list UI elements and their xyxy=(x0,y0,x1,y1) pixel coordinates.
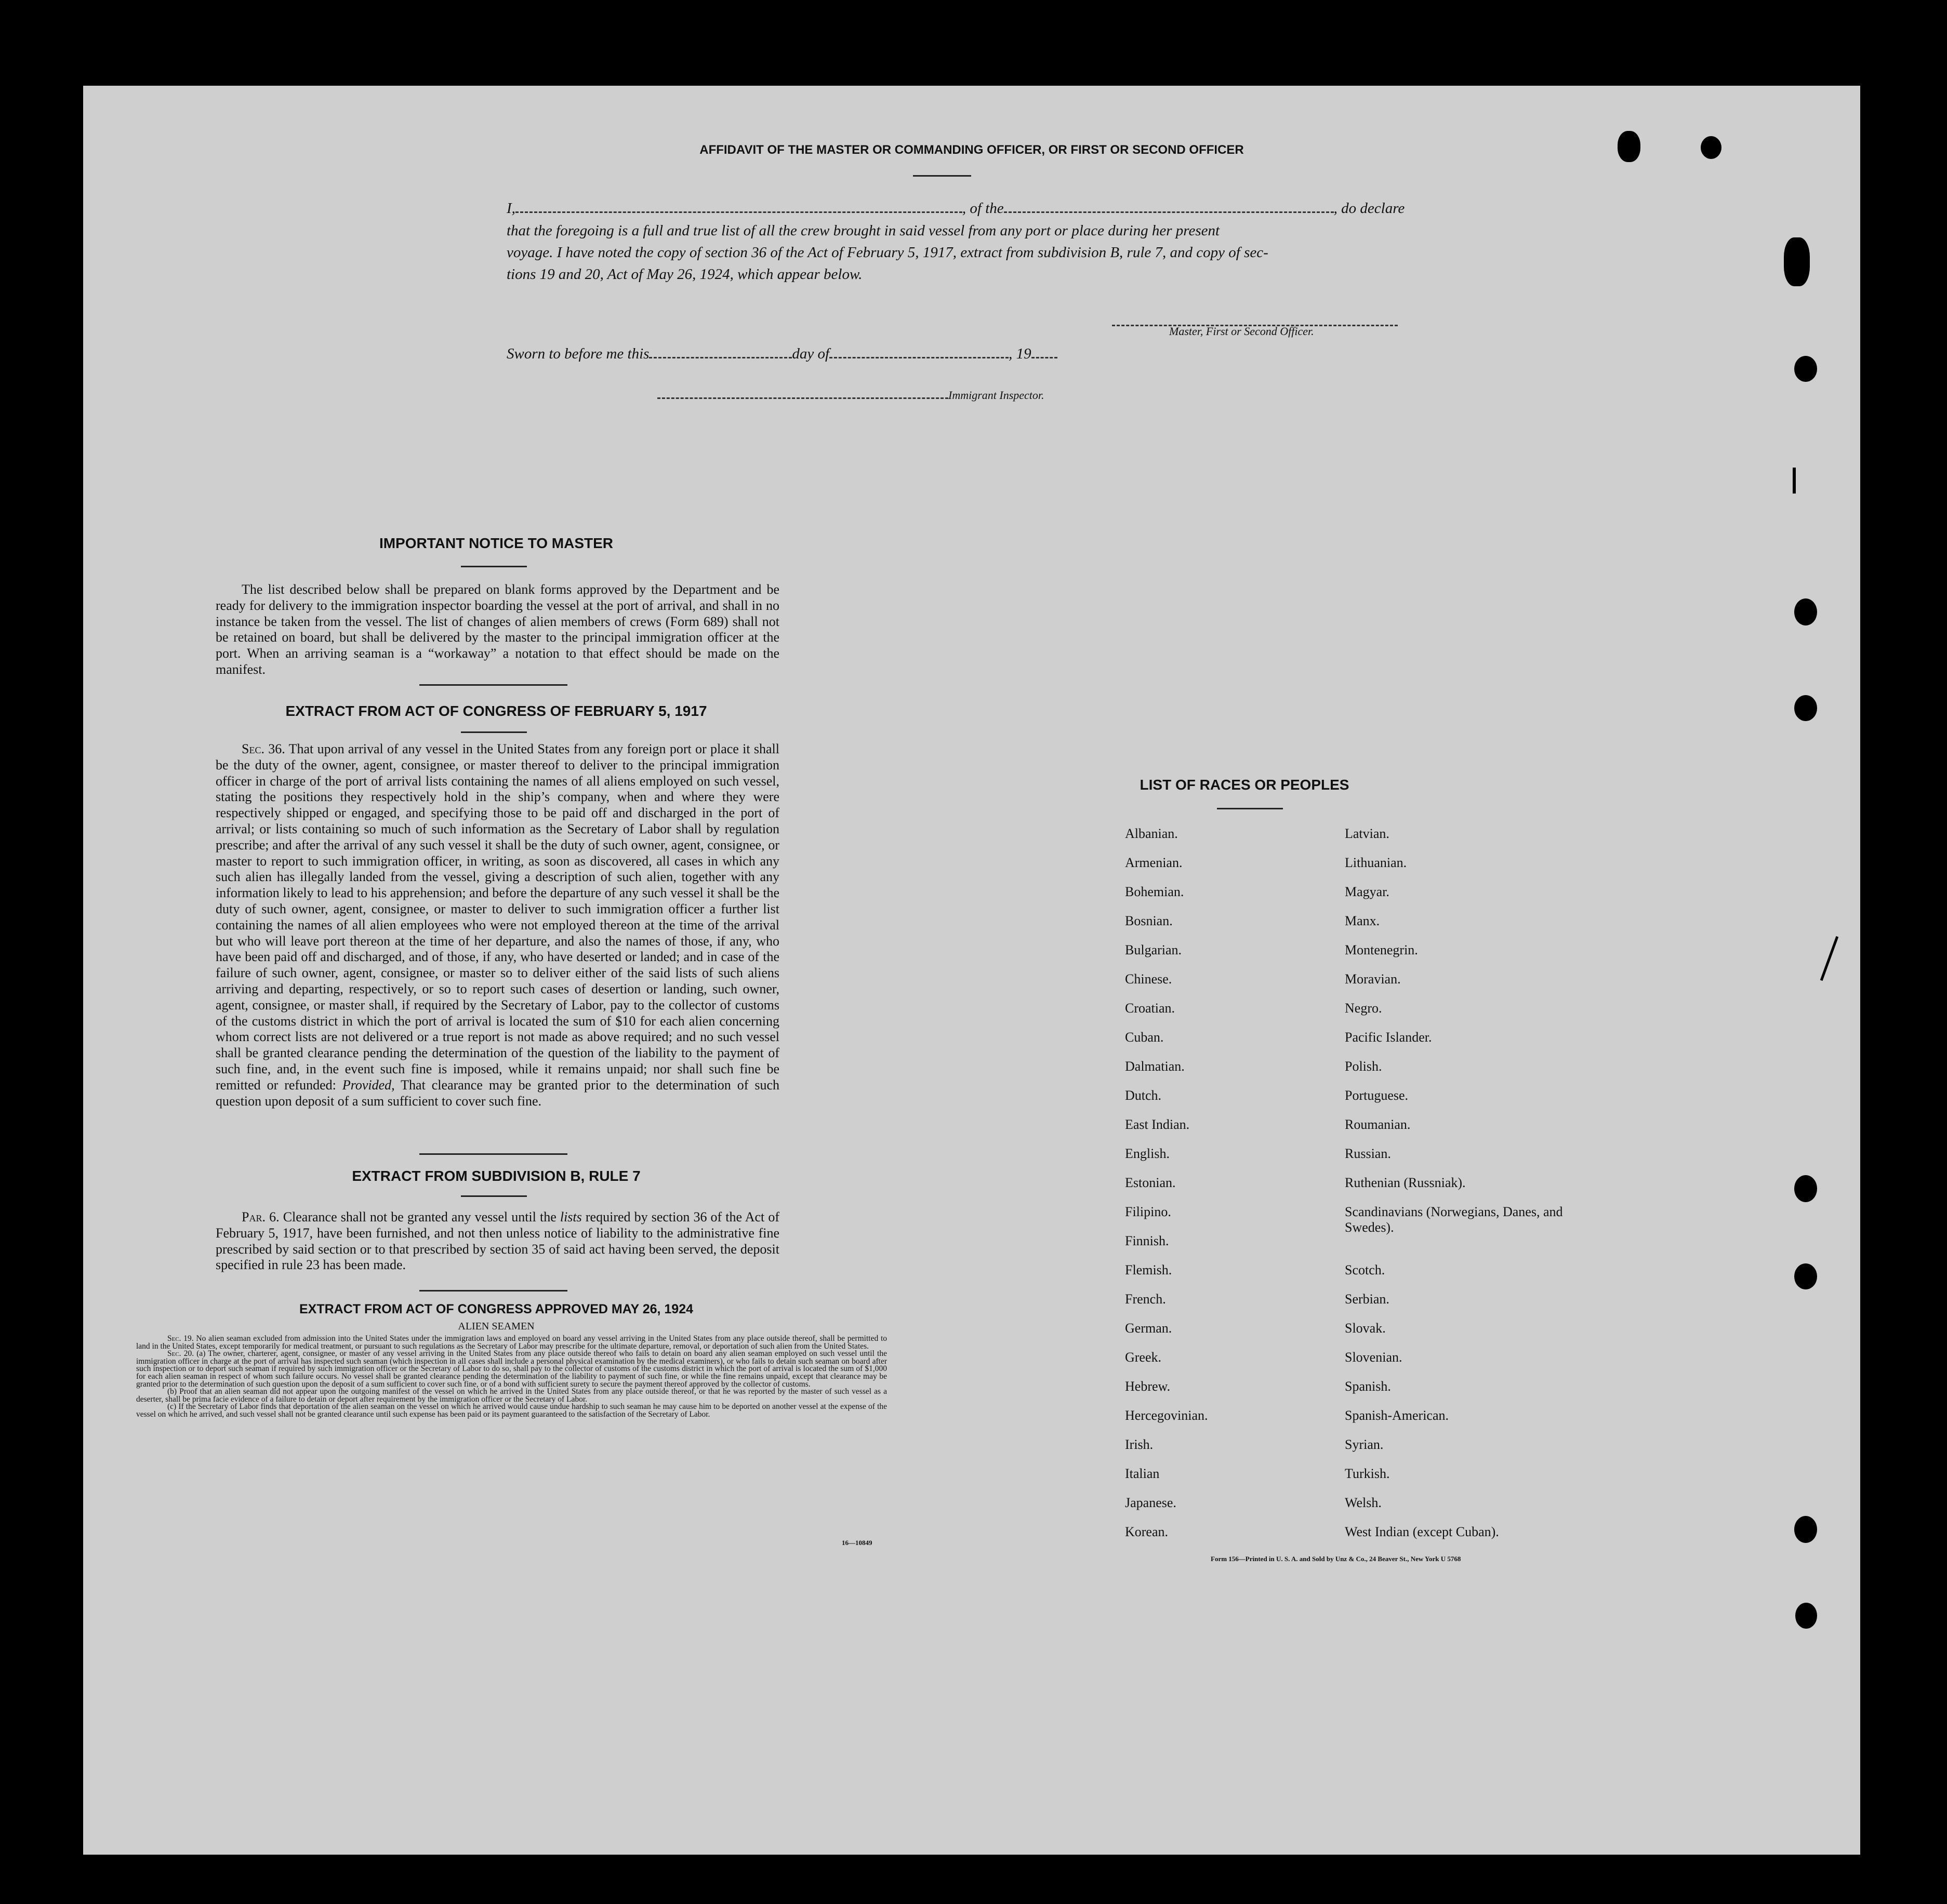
race-item: Slovak. xyxy=(1345,1321,1386,1336)
race-item: Estonian. xyxy=(1125,1175,1176,1190)
punch-hole xyxy=(1794,356,1817,382)
race-item: French. xyxy=(1125,1291,1166,1307)
race-item: Scandinavians (Norwegians, Danes, and Swedes). xyxy=(1345,1204,1563,1235)
punch-hole xyxy=(1794,1175,1817,1202)
inspector-signature-label: Immigrant Inspector. xyxy=(948,389,1044,402)
race-item: Russian. xyxy=(1345,1146,1391,1161)
race-item: Bulgarian. xyxy=(1125,942,1182,957)
punch-hole xyxy=(1795,1603,1817,1629)
race-item: Negro. xyxy=(1345,1001,1382,1016)
race-item: Scotch. xyxy=(1345,1262,1385,1277)
races-rule xyxy=(1217,808,1283,809)
race-item: Dutch. xyxy=(1125,1088,1162,1103)
race-item: Polish. xyxy=(1345,1059,1382,1074)
race-item: Hebrew. xyxy=(1125,1379,1171,1394)
race-item: Irish. xyxy=(1125,1437,1154,1452)
section-36-label: Sec. 36. xyxy=(242,741,285,756)
punch-hole xyxy=(1794,1516,1817,1543)
act-1924-text xyxy=(136,1335,887,1419)
race-item: Bosnian. xyxy=(1125,913,1173,928)
race-item: Greek. xyxy=(1125,1350,1162,1365)
race-item: Albanian. xyxy=(1125,826,1178,841)
race-item: Pacific Islander. xyxy=(1345,1030,1432,1045)
punch-hole xyxy=(1701,136,1721,159)
name-blank[interactable] xyxy=(515,207,962,213)
paragraph-6-text xyxy=(216,1209,779,1273)
race-item: Latvian. xyxy=(1345,826,1389,841)
notice-rule xyxy=(461,566,527,567)
form-sheet xyxy=(83,86,1860,1855)
section-19-label: Sec. 19. xyxy=(167,1334,194,1343)
race-item: Croatian. xyxy=(1125,1001,1175,1016)
paragraph-6-body-b: required by section 36 of the Act of February 5, 1917, have been furnished, and not then unless notice of liability to the administrative fine prescribed by said section or to that prescribed by section 35 of said act having been served, the deposit specified in rule 23 has been made. xyxy=(216,1209,780,1273)
act-1917-rule xyxy=(461,731,527,733)
master-signature-label: Master, First or Second Officer. xyxy=(1169,325,1314,338)
races-title: LIST OF RACES OR PEOPLES xyxy=(1140,777,1349,793)
race-item: Welsh. xyxy=(1345,1495,1382,1510)
vessel-blank[interactable] xyxy=(1004,207,1334,213)
race-item: Montenegrin. xyxy=(1345,942,1418,957)
act-1924-title: EXTRACT FROM ACT OF CONGRESS APPROVED MAY 26, 1924 xyxy=(299,1302,694,1316)
race-item: Japanese. xyxy=(1125,1495,1176,1510)
notice-end-rule xyxy=(419,684,567,686)
sworn-year-blank[interactable] xyxy=(1031,353,1057,358)
punch-hole xyxy=(1794,695,1817,721)
margin-mark xyxy=(1865,52,1870,88)
race-item: Slovenian. xyxy=(1345,1350,1402,1365)
race-item: East Indian. xyxy=(1125,1117,1190,1132)
affidavit-i: I, xyxy=(507,200,515,217)
affidavit-line-4: tions 19 and 20, Act of May 26, 1924, which appear below. xyxy=(507,266,863,283)
race-item: Ruthenian (Russniak). xyxy=(1345,1175,1466,1190)
race-item: Hercegovinian. xyxy=(1125,1408,1208,1423)
section-19-body: No alien seaman excluded from admission into the United States under the immigration laws and employed on board any vessel arriving in the United States from any place outside thereof, shall be permitted to land in the United States, except temporarily for medical treatment, or pursuant to such regulations as the Secretary of Labor may prescribe for the ultimate departure, removal, or deportation of such alien from the United States. xyxy=(136,1334,887,1351)
race-item: Manx. xyxy=(1345,913,1380,928)
race-item: Magyar. xyxy=(1345,884,1389,899)
punch-hole xyxy=(1618,131,1640,162)
sworn-month-blank[interactable] xyxy=(829,353,1009,358)
race-item: Flemish. xyxy=(1125,1262,1172,1277)
rule-7-title: EXTRACT FROM SUBDIVISION B, RULE 7 xyxy=(352,1168,641,1184)
sworn-day-blank[interactable] xyxy=(649,353,792,358)
race-item: English. xyxy=(1125,1146,1170,1161)
section-36-body: That upon arrival of any vessel in the United States from any foreign port or place it shall be the duty of the owner, agent, consignee, or master thereof to deliver to the principal immigration officer in charge of the port of arrival lists containing the names of all aliens employed on such vessel, stating the positions they respectively hold in the ship’s company, when and where they were respectively shipped or engaged, and specifying those to be paid off and discharged in the port of arrival; or lists containing so much of such information as the Secretary of Labor shall by regulation prescribe; and after the arrival of any such vessel it shall be the duty of such owner, agent, consignee, or master to report to such immigration officer, in writing, as soon as discovered, all cases in which any such alien has illegally landed from the vessel, giving a description of such alien, together with any information likely to lead to his apprehension; and before the departure of any such vessel it shall be the duty of such owner, agent, consignee, or master to deliver to such immigration officer a further list containing the names of all alien employees who were not employed thereon at the time of the arrival but who will leave port thereon at the time of her departure, and also the names of those, if any, who have been paid off and discharged, and of those, if any, who have deserted or landed; and in case of the failure of such owner, agent, consignee, or master so to deliver either of the said lists of such aliens arriving and departing, respectively, or so to report such cases of desertion or landing, such owner, agent, consignee, or master shall, if required by the Secretary of Labor, pay to the collector of customs of the customs district in which the port of arrival is located the sum of $10 for each alien concerning whom correct lists are not delivered or a true report is not made as above required; and no such vessel shall be granted clearance pending the determination of the question of the liability to the payment of such fine, and, in the event such fine is imposed, while it remains unpaid; nor shall such fine be remitted or refunded: xyxy=(216,741,780,1093)
race-item: Finnish. xyxy=(1125,1233,1169,1248)
paragraph-6-label: Par. 6. xyxy=(242,1209,280,1224)
section-20c: (c) If the Secretary of Labor finds that deportation of the alien seaman on the vessel on which he arrived would cause undue hardship to such seaman he may cause him to be deported on another vessel at the expense of the vessel on which he arrived, and such vessel shall not be granted clearance until such expense has been paid or its payment guaranteed to the satisfaction of the Secretary of Labor. xyxy=(136,1402,887,1419)
inspector-signature-blank[interactable] xyxy=(657,393,948,399)
race-item: Syrian. xyxy=(1345,1437,1384,1452)
lists-text: lists xyxy=(560,1209,582,1224)
margin-mark xyxy=(1793,468,1796,494)
punch-hole xyxy=(1794,598,1817,625)
sworn-text: Sworn to before me this xyxy=(507,345,650,362)
form-code: 16—10849 xyxy=(842,1539,872,1547)
affidavit-declare: , do declare xyxy=(1333,200,1405,217)
day-of-text: day of xyxy=(792,345,830,362)
race-item: Roumanian. xyxy=(1345,1117,1411,1132)
year-text: , 19 xyxy=(1009,345,1031,362)
inspector-line xyxy=(657,389,1044,402)
affidavit-line-1 xyxy=(507,200,1405,217)
rule-7-rule xyxy=(461,1195,527,1197)
race-item: West Indian (except Cuban). xyxy=(1345,1524,1499,1539)
act-1917-title: EXTRACT FROM ACT OF CONGRESS OF FEBRUARY 5, 1917 xyxy=(285,703,707,719)
affidavit-line-3: voyage. I have noted the copy of section 36 of the Act of February 5, 1917, extract from subdivision B, rule 7, and copy of sec- xyxy=(507,244,1268,261)
affidavit-line-2: that the foregoing is a full and true list of all the crew brought in said vessel from any port or place during her present xyxy=(507,222,1220,239)
race-item: Armenian. xyxy=(1125,855,1183,870)
race-item: Bohemian. xyxy=(1125,884,1184,899)
punch-hole xyxy=(1784,237,1810,286)
race-item: Korean. xyxy=(1125,1524,1169,1539)
race-item: Serbian. xyxy=(1345,1291,1389,1307)
section-36-text xyxy=(216,741,779,1109)
punch-hole xyxy=(1794,1263,1817,1289)
sworn-line xyxy=(507,345,1057,363)
section-20a-body: (a) The owner, charterer, agent, consignee, or master of any vessel arriving in the United States from any place outside thereof who fails to detain on board any alien seaman employed on such vessel until the immigration officer in charge at the port of arrival has inspected such seaman (which inspection in all cases shall include a personal physical examination by the medical examiners), or who fails to detain such seaman on board after such inspection or to deport such seaman if required by such immigration officer or the Secretary of Labor to do so, shall pay to the collector of customs of the customs district in which the port of arrival is located the sum of $1,000 for each alien seaman in respect of whom such failure occurs. No vessel shall be granted clearance pending the determination of the liability to payment of such fine, or while the fine remains unpaid, except that clearance may be granted prior to the determination of such question upon the deposit of a sum sufficient to cover such fine, or of a bond with sufficient surety to secure the payment thereof approved by the collector of customs. xyxy=(136,1349,887,1389)
rule-7-end-rule xyxy=(419,1290,567,1291)
race-item: German. xyxy=(1125,1321,1172,1336)
race-item: Portuguese. xyxy=(1345,1088,1409,1103)
section-20b: (b) Proof that an alien seaman did not appear upon the outgoing manifest of the vessel on which he arrived in the United States from any place outside thereof, or that he was reported by the master of such vessel as a deserter, shall be prima facie evidence of a failure to detain or deport after requirement by the immigration officer or the Secretary of Labor. xyxy=(136,1387,887,1404)
race-item: Turkish. xyxy=(1345,1466,1390,1481)
race-item: Moravian. xyxy=(1345,971,1401,987)
provided-text: Provided, xyxy=(342,1077,395,1093)
race-item: Chinese. xyxy=(1125,971,1172,987)
section-20-label: Sec. 20. xyxy=(167,1349,194,1359)
race-item: Italian xyxy=(1125,1466,1160,1481)
paragraph-6-body-a: Clearance shall not be granted any vessel until the xyxy=(283,1209,557,1224)
race-item: Dalmatian. xyxy=(1125,1059,1185,1074)
race-item: Lithuanian. xyxy=(1345,855,1407,870)
affidavit-of-the: , of the xyxy=(962,200,1004,217)
notice-text: The list described below shall be prepared on blank forms approved by the Department and be ready for delivery to the immigration inspector boarding the vessel at the port of arrival, and shall in no instance be taken from the vessel. The list of changes of alien members of crews (Form 689) shall not be retained on board, but shall be delivered by the master to the principal immigration officer at the port. When an arriving seaman is a “workaway” a notation to that effect should be made on the manifest. xyxy=(216,582,779,677)
section-20a xyxy=(136,1350,887,1388)
race-item: Spanish. xyxy=(1345,1379,1391,1394)
race-item: Spanish-American. xyxy=(1345,1408,1449,1423)
alien-seamen-subtitle: ALIEN SEAMEN xyxy=(458,1321,535,1332)
title-rule xyxy=(913,175,971,177)
section-19 xyxy=(136,1335,887,1350)
act-1917-end-rule xyxy=(419,1153,567,1155)
section-36-end: That clearance may be granted prior to the determination of such question upon deposit of a sum sufficient to cover such fine. xyxy=(216,1077,780,1109)
affidavit-title: AFFIDAVIT OF THE MASTER OR COMMANDING OFFICER, OR FIRST OR SECOND OFFICER xyxy=(699,143,1244,157)
race-item: Cuban. xyxy=(1125,1030,1164,1045)
notice-title: IMPORTANT NOTICE TO MASTER xyxy=(379,535,614,551)
race-item: Filipino. xyxy=(1125,1204,1171,1219)
form-footer: Form 156—Printed in U. S. A. and Sold by Unz & Co., 24 Beaver St., New York U 5768 xyxy=(1211,1555,1461,1563)
